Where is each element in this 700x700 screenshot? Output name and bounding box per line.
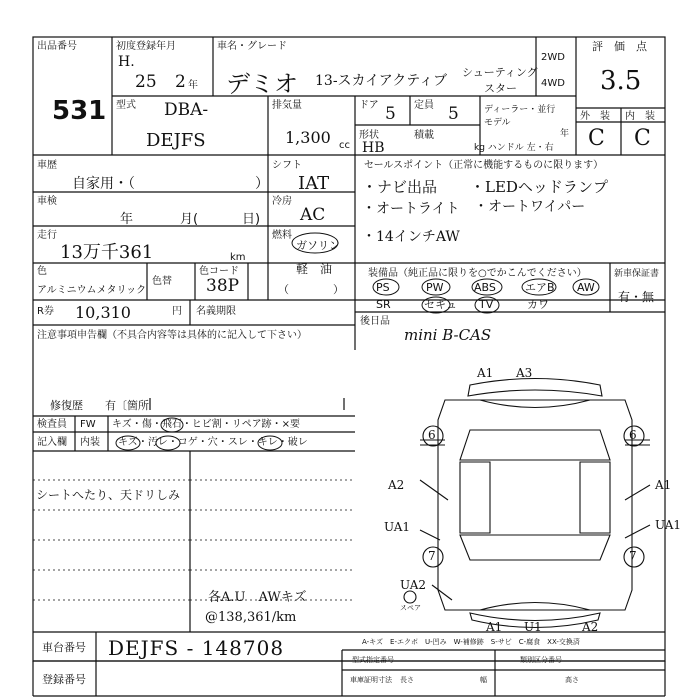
model-label: モデル	[484, 118, 511, 128]
history-label: 車歴	[37, 160, 57, 171]
color-label: 色	[37, 266, 47, 277]
equip-sr: SR	[376, 298, 391, 311]
recorder-label: 記入欄	[37, 437, 67, 448]
wd2-label: 2WD	[541, 52, 565, 63]
era-value: H.	[118, 54, 135, 70]
note-line-3: @138,361/km	[205, 610, 297, 625]
car-name: デミオ	[226, 70, 298, 98]
equip-tv: TV	[479, 298, 494, 311]
mark-ua1-left: UA1	[384, 520, 411, 534]
km-label: km	[230, 252, 246, 263]
int-code-dirt: 汚レ	[147, 437, 168, 448]
shaken-month: 月(	[180, 212, 199, 227]
ext-codes-b: ・ヒビ割・リペア跡・×要	[181, 419, 300, 430]
mark-a1-bottom: A1	[486, 620, 503, 634]
int-codes-c: ・キレ・破レ	[247, 437, 308, 448]
inspector-label: 検査員	[37, 419, 67, 430]
model-year-label: 年	[560, 129, 570, 139]
mark-u1-bottom: U1	[524, 620, 542, 634]
rating-label: 評 価 点	[592, 40, 647, 53]
fuel-label: 燃料	[272, 230, 292, 241]
color-value: アルミニウムメタリック	[37, 285, 147, 296]
rating-score: 3.5	[600, 66, 642, 96]
interior-row-label: 内装	[80, 437, 100, 448]
type-prefix: DBA-	[164, 100, 209, 120]
month-label: 年	[188, 80, 198, 91]
recycle-value: 10,310	[75, 303, 131, 322]
mark-7-left: 7	[428, 549, 436, 563]
mark-ua1-right: UA1	[655, 518, 682, 532]
mark-6-right: 6	[629, 428, 637, 442]
int-code-wear: スレ	[227, 437, 248, 448]
reg-no-label: 登録番号	[42, 673, 86, 686]
equipment-label: 装備品（純正品に限りを○でかこんでください）	[368, 268, 587, 279]
color-change-label: 色替	[152, 276, 172, 287]
sales-point-label: セールスポイント（正常に機能するものに限ります）	[364, 160, 604, 171]
int-code-scratch: キズ	[118, 437, 138, 448]
note-line-2: 各A.U AWキズ	[208, 590, 307, 605]
lot-no-label: 出品番号	[37, 41, 77, 52]
car-diagram	[404, 379, 650, 628]
equip-pw: PW	[426, 281, 444, 294]
fuel-diesel: 軽 油	[296, 262, 333, 276]
shift-label: シフト	[272, 160, 302, 171]
car-name-label: 車名・グレード	[217, 41, 287, 52]
shape-value: HB	[362, 140, 385, 156]
color-code-value: 38P	[206, 276, 240, 296]
recycle-label: R券	[37, 306, 54, 317]
mileage-label: 走行	[37, 230, 57, 241]
doors-value: 5	[385, 104, 396, 124]
mark-7-right: 7	[629, 549, 637, 563]
sales-point-2: ・LEDヘッドランプ	[470, 178, 608, 196]
mark-6-left: 6	[428, 428, 436, 442]
exterior-label: 外 装	[580, 111, 610, 122]
repair-history-label: 修復歴 有〔箇所	[50, 399, 149, 412]
mileage-value: 13万千361	[60, 242, 154, 263]
mark-a1-right: A1	[655, 478, 672, 492]
mark-ua2: UA2	[400, 578, 427, 592]
first-reg-month: 2	[175, 72, 186, 92]
type-code: DEJFS	[146, 130, 206, 151]
length-label: 長さ	[400, 676, 414, 684]
note-line-1: シートへたり、天ドリしみ	[36, 488, 181, 502]
int-codes	[118, 437, 308, 449]
history-value: 自家用・（	[72, 176, 135, 192]
chassis-value: DEJFS - 148708	[108, 636, 285, 660]
handle-label: kg ハンドル 左・右	[474, 143, 554, 153]
interior-grade: C	[634, 126, 651, 151]
interior-label: 内 装	[625, 111, 655, 122]
capacity-value: 5	[448, 104, 459, 124]
equip-abs: ABS	[474, 281, 496, 294]
warranty-label: 新車保証書	[614, 269, 660, 279]
grade-line2: シューティング	[462, 66, 538, 79]
shaken-year: 年	[120, 212, 134, 227]
mark-a2-left: A2	[388, 478, 405, 492]
equip-airbag: エアB	[525, 281, 555, 294]
spare-label: スペア	[400, 604, 421, 612]
legend: A-キズ E-エクボ U-凹み W-補修跡 S-サビ C-腐食 XX-交換済	[362, 638, 580, 646]
type-designation-label: 型式指定番号	[352, 656, 394, 664]
sales-point-1: ・ナビ出品	[362, 178, 438, 196]
grade-line1: 13-スカイアクティブ	[315, 73, 448, 89]
recycle-deadline-label: 名義期限	[196, 306, 236, 317]
ext-code-chip: 飛石	[161, 419, 182, 430]
first-reg-label: 初度登録年月	[116, 41, 176, 52]
equip-leather: カワ	[527, 298, 549, 311]
mark-a1-top: A1	[477, 366, 494, 380]
exterior-grade: C	[588, 126, 605, 151]
aircon-value: AC	[300, 205, 326, 225]
history-close: ）	[255, 176, 269, 192]
notes-label: 注意事項申告欄（不具合内容等は具体的に記入して下さい）	[37, 330, 307, 341]
shape-label: 形状	[359, 130, 379, 141]
fuel-gasoline: ガソリン	[296, 239, 340, 252]
int-codes-b: ・コゲ・穴・	[167, 437, 228, 448]
displacement-label: 排気量	[272, 100, 302, 111]
first-reg-year: 25	[135, 72, 157, 92]
color-code-label: 色コード	[199, 266, 239, 277]
mark-a3-top: A3	[516, 366, 533, 380]
aftermarket-label: 後日品	[360, 316, 390, 327]
equip-security: セキュ	[424, 298, 457, 311]
dealer-label: ディーラー・並行	[484, 105, 556, 115]
category-no-label: 類別区分番号	[520, 656, 562, 664]
equip-ps: PS	[376, 281, 390, 294]
type-label: 型式	[116, 100, 136, 111]
lot-number: 531	[52, 96, 107, 126]
cc-label: cc	[339, 140, 350, 151]
displacement-value: 1,300	[285, 128, 331, 147]
equip-aw: AW	[577, 281, 595, 294]
warranty-value: 有・無	[618, 290, 655, 304]
fuel-other: （ ）	[278, 283, 344, 296]
grade-line3: スター	[484, 82, 517, 95]
sales-point-5: ・14インチAW	[362, 229, 460, 245]
shaken-label: 車検	[37, 196, 57, 207]
aftermarket-value: mini B-CAS	[404, 326, 492, 344]
loading-label: 積載	[414, 130, 434, 141]
ext-codes: キズ・傷・飛石・ヒビ割・リペア跡・×要	[112, 419, 300, 430]
sales-point-3: ・オートライト	[362, 201, 460, 217]
shift-value: IAT	[298, 173, 330, 194]
width-label: 幅	[480, 676, 487, 684]
shaken-day: 日)	[242, 212, 261, 227]
fw-label: FW	[80, 419, 96, 430]
chassis-label: 車台番号	[42, 641, 86, 654]
capacity-label: 定員	[414, 100, 434, 111]
wd4-label: 4WD	[541, 78, 565, 89]
mark-a2-bottom: A2	[582, 620, 599, 634]
height-label: 高さ	[565, 676, 579, 684]
int-sep: ・	[137, 437, 148, 448]
aircon-label: 冷房	[272, 196, 292, 207]
sales-point-4: ・オートワイパー	[474, 199, 586, 215]
ext-codes-a: キズ・	[112, 419, 142, 430]
doors-label: ドア	[359, 100, 379, 111]
ext-code-scratch: 傷	[141, 419, 152, 430]
ref-values-label: 車庫証明寸法	[350, 676, 392, 684]
yen-label: 円	[172, 306, 182, 317]
